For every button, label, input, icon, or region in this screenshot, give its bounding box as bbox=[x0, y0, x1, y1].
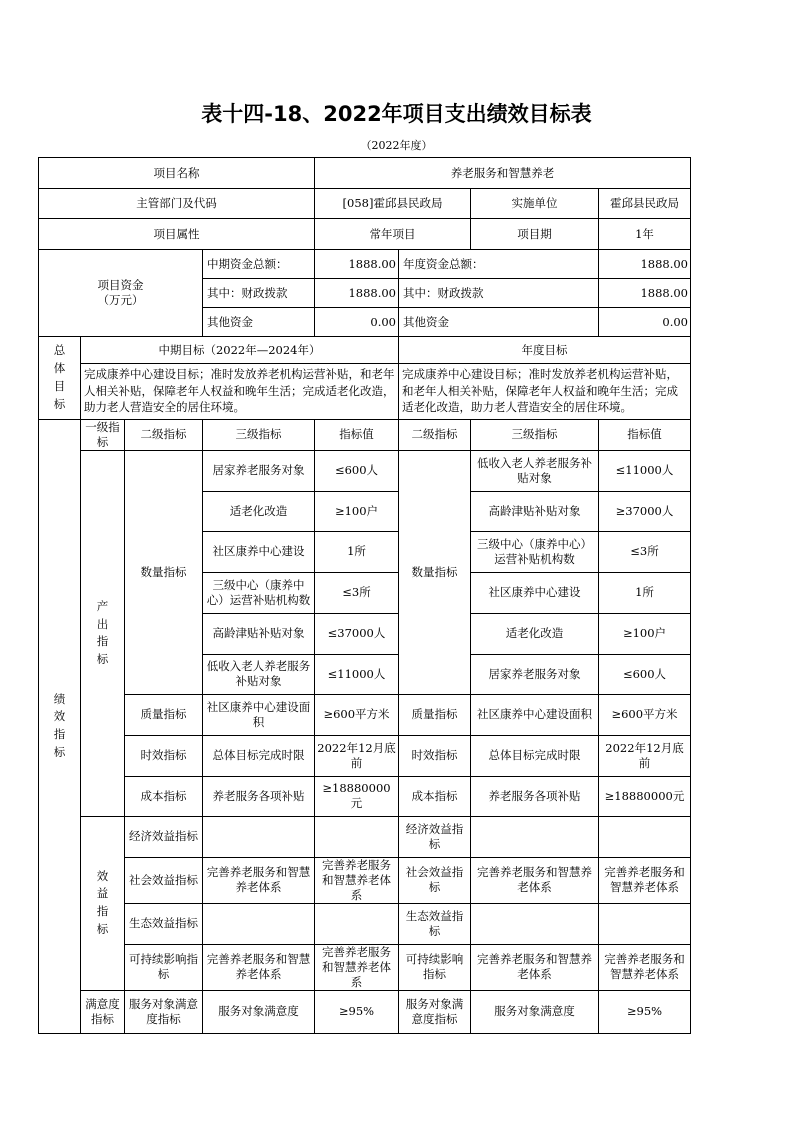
r3-cell: 养老服务各项补贴 bbox=[471, 776, 599, 816]
value-cell bbox=[315, 903, 399, 944]
value-cell: ≥18880000元 bbox=[315, 776, 399, 816]
rvalue-cell: ≥18880000元 bbox=[599, 776, 691, 816]
rvalue-cell: ≥37000人 bbox=[599, 491, 691, 531]
value-cell: 2022年12月底前 bbox=[315, 735, 399, 776]
header-level1: 一级指标 bbox=[81, 420, 125, 451]
r3-cell: 三级中心（康养中心）运营补贴机构数 bbox=[471, 531, 599, 572]
l3-cell: 总体目标完成时限 bbox=[203, 735, 315, 776]
r3-cell bbox=[471, 816, 599, 857]
timeliness-label-right: 时效指标 bbox=[399, 735, 471, 776]
value-cell: 完善养老服务和智慧养老体系 bbox=[315, 857, 399, 903]
perf-side-label: 绩 效 指 标 bbox=[39, 420, 81, 1034]
social-label-left: 社会效益指标 bbox=[125, 857, 203, 903]
output-indicator-label: 产 出 指 标 bbox=[81, 450, 125, 816]
value-cell bbox=[315, 816, 399, 857]
rvalue-cell bbox=[599, 903, 691, 944]
year-total-value: 1888.00 bbox=[599, 250, 691, 279]
r3-cell: 低收入老人养老服务补贴对象 bbox=[471, 450, 599, 491]
service-sat-label-right: 服务对象满意度指标 bbox=[399, 990, 471, 1033]
econ-label-right: 经济效益指标 bbox=[399, 816, 471, 857]
value-cell: ≤11000人 bbox=[315, 654, 399, 694]
rvalue-cell: ≤11000人 bbox=[599, 450, 691, 491]
quality-label-right: 质量指标 bbox=[399, 694, 471, 735]
header-level2-right: 二级指标 bbox=[399, 420, 471, 451]
quality-label-left: 质量指标 bbox=[125, 694, 203, 735]
impl-value: 霍邱县民政局 bbox=[599, 189, 691, 219]
rvalue-cell: ≥600平方米 bbox=[599, 694, 691, 735]
mid-other-label: 其他资金 bbox=[203, 308, 315, 337]
year-other-value: 0.00 bbox=[599, 308, 691, 337]
l3-cell: 社区康养中心建设 bbox=[203, 531, 315, 572]
period-label: 项目期 bbox=[471, 219, 599, 250]
r3-cell: 适老化改造 bbox=[471, 613, 599, 654]
funds-label: 项目资金 （万元） bbox=[39, 250, 203, 337]
r3-cell: 居家养老服务对象 bbox=[471, 654, 599, 694]
value-cell: ≥95% bbox=[315, 990, 399, 1033]
rvalue-cell bbox=[599, 816, 691, 857]
rvalue-cell: ≤600人 bbox=[599, 654, 691, 694]
l3-cell: 社区康养中心建设面积 bbox=[203, 694, 315, 735]
r3-cell: 完善养老服务和智慧养老体系 bbox=[471, 944, 599, 990]
header-value-left: 指标值 bbox=[315, 420, 399, 451]
cost-label-right: 成本指标 bbox=[399, 776, 471, 816]
header-value-right: 指标值 bbox=[599, 420, 691, 451]
goals-side-label: 总 体 目 标 bbox=[39, 337, 81, 420]
quantity-label-right: 数量指标 bbox=[399, 450, 471, 694]
attr-label: 项目属性 bbox=[39, 219, 315, 250]
rvalue-cell: 完善养老服务和智慧养老体系 bbox=[599, 944, 691, 990]
impl-label: 实施单位 bbox=[471, 189, 599, 219]
econ-label-left: 经济效益指标 bbox=[125, 816, 203, 857]
l3-cell: 养老服务各项补贴 bbox=[203, 776, 315, 816]
service-sat-label-left: 服务对象满意度指标 bbox=[125, 990, 203, 1033]
header-level2-left: 二级指标 bbox=[125, 420, 203, 451]
dept-label: 主管部门及代码 bbox=[39, 189, 315, 219]
rvalue-cell: 2022年12月底前 bbox=[599, 735, 691, 776]
dept-value: [058]霍邱县民政局 bbox=[315, 189, 471, 219]
year-goal-header: 年度目标 bbox=[399, 337, 691, 364]
value-cell: ≤3所 bbox=[315, 572, 399, 613]
mid-goal-text: 完成康养中心建设目标；准时发放养老机构运营补贴，和老年人相关补贴，保障老年人权益和晚年生活；完成适老化改造，助力老人营造安全的居住环境。 bbox=[81, 364, 399, 420]
l3-cell bbox=[203, 816, 315, 857]
l3-cell: 完善养老服务和智慧养老体系 bbox=[203, 944, 315, 990]
mid-total-label: 中期资金总额： bbox=[203, 250, 315, 279]
eco-label-right: 生态效益指标 bbox=[399, 903, 471, 944]
header-level3-right: 三级指标 bbox=[471, 420, 599, 451]
eco-label-left: 生态效益指标 bbox=[125, 903, 203, 944]
attr-value: 常年项目 bbox=[315, 219, 471, 250]
rvalue-cell: 1所 bbox=[599, 572, 691, 613]
project-name-label: 项目名称 bbox=[39, 158, 315, 189]
l3-cell: 居家养老服务对象 bbox=[203, 450, 315, 491]
sustain-label-left: 可持续影响指标 bbox=[125, 944, 203, 990]
value-cell: ≥100户 bbox=[315, 491, 399, 531]
r3-cell: 完善养老服务和智慧养老体系 bbox=[471, 857, 599, 903]
year-total-label: 年度资金总额： bbox=[399, 250, 599, 279]
year-fiscal-label: 其中：财政拨款 bbox=[399, 279, 599, 308]
rvalue-cell: ≤3所 bbox=[599, 531, 691, 572]
r3-cell: 总体目标完成时限 bbox=[471, 735, 599, 776]
value-cell: ≤37000人 bbox=[315, 613, 399, 654]
quantity-label-left: 数量指标 bbox=[125, 450, 203, 694]
l3-cell: 低收入老人养老服务补贴对象 bbox=[203, 654, 315, 694]
rvalue-cell: ≥95% bbox=[599, 990, 691, 1033]
l3-cell: 服务对象满意度 bbox=[203, 990, 315, 1033]
r3-cell: 高龄津贴补贴对象 bbox=[471, 491, 599, 531]
page-title: 表十四-18、2022年项目支出绩效目标表 bbox=[201, 102, 592, 126]
page-subtitle: （2022年度） bbox=[360, 139, 433, 152]
year-fiscal-value: 1888.00 bbox=[599, 279, 691, 308]
sustain-label-right: 可持续影响指标 bbox=[399, 944, 471, 990]
period-value: 1年 bbox=[599, 219, 691, 250]
value-cell: 完善养老服务和智慧养老体系 bbox=[315, 944, 399, 990]
rvalue-cell: ≥100户 bbox=[599, 613, 691, 654]
value-cell: 1所 bbox=[315, 531, 399, 572]
mid-fiscal-value: 1888.00 bbox=[315, 279, 399, 308]
mid-other-value: 0.00 bbox=[315, 308, 399, 337]
r3-cell: 社区康养中心建设面积 bbox=[471, 694, 599, 735]
mid-total-value: 1888.00 bbox=[315, 250, 399, 279]
social-label-right: 社会效益指标 bbox=[399, 857, 471, 903]
rvalue-cell: 完善养老服务和智慧养老体系 bbox=[599, 857, 691, 903]
header-level3-left: 三级指标 bbox=[203, 420, 315, 451]
performance-table bbox=[38, 157, 691, 1034]
r3-cell: 服务对象满意度 bbox=[471, 990, 599, 1033]
mid-goal-header: 中期目标（2022年—2024年） bbox=[81, 337, 399, 364]
cost-label-left: 成本指标 bbox=[125, 776, 203, 816]
l3-cell: 适老化改造 bbox=[203, 491, 315, 531]
mid-fiscal-label: 其中：财政拨款 bbox=[203, 279, 315, 308]
year-other-label: 其他资金 bbox=[399, 308, 599, 337]
r3-cell: 社区康养中心建设 bbox=[471, 572, 599, 613]
timeliness-label-left: 时效指标 bbox=[125, 735, 203, 776]
l3-cell: 完善养老服务和智慧养老体系 bbox=[203, 857, 315, 903]
l3-cell bbox=[203, 903, 315, 944]
r3-cell bbox=[471, 903, 599, 944]
l3-cell: 高龄津贴补贴对象 bbox=[203, 613, 315, 654]
value-cell: ≤600人 bbox=[315, 450, 399, 491]
l3-cell: 三级中心（康养中心）运营补贴机构数 bbox=[203, 572, 315, 613]
project-name: 养老服务和智慧养老 bbox=[315, 158, 691, 189]
satisfaction-label: 满意度指标 bbox=[81, 990, 125, 1033]
year-goal-text: 完成康养中心建设目标；准时发放养老机构运营补贴，和老年人相关补贴，保障老年人权益和晚年生活；完成适老化改造，助力老人营造安全的居住环境。 bbox=[399, 364, 691, 420]
effect-indicator-label: 效 益 指 标 bbox=[81, 816, 125, 990]
value-cell: ≥600平方米 bbox=[315, 694, 399, 735]
